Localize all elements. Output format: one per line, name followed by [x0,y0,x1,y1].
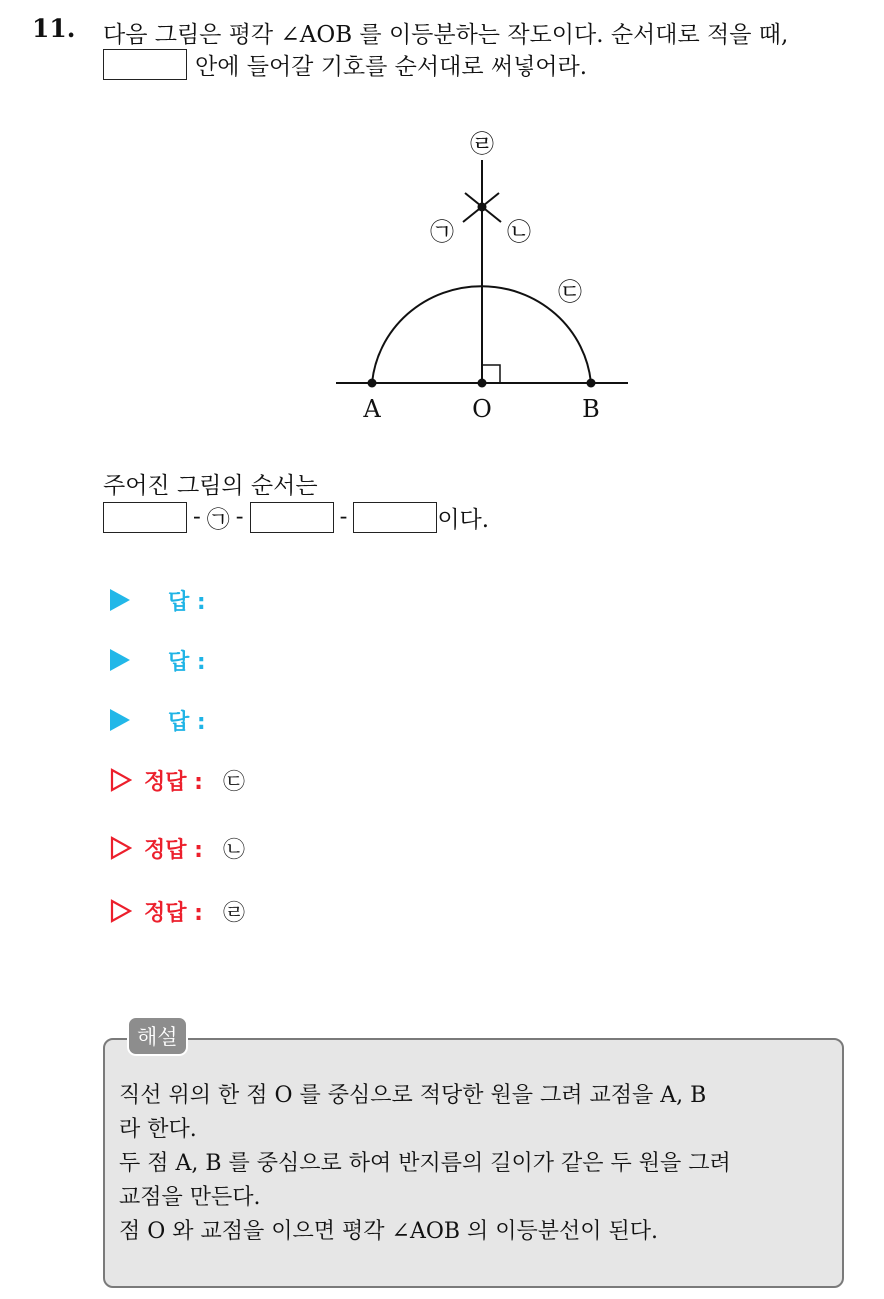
play-triangle-icon [110,709,130,731]
correct-answer-label: 정답 : [144,837,203,863]
step-label-digeut: ㉢ [558,278,582,306]
point-b [587,379,596,388]
correct-answer-label: 정답 : [144,769,203,795]
bisector-construction-figure [330,124,634,428]
order-sequence [103,499,489,535]
order-blank-2[interactable] [250,502,334,533]
point-a [368,379,377,388]
correct-answer-value: ㉢ [222,769,245,795]
question-number: 11. [32,14,76,43]
explanation-line: 교점을 만든다. [119,1185,261,1210]
order-separator: - [235,504,244,530]
correct-answer-row [110,764,245,796]
explanation-line: 두 점 A, B 를 중심으로 하여 반지름의 길이가 같은 두 원을 그려 [119,1151,731,1176]
correct-answer-row [110,832,245,864]
label-b: B [582,395,600,423]
answer-row[interactable] [110,645,206,675]
play-triangle-icon [110,649,130,671]
correct-answer-row [110,895,245,927]
order-intro: 주어진 그림의 순서는 [103,473,318,499]
explanation-line: 점 O 와 교점을 이으면 평각 ∠AOB 의 이등분선이 된다. [119,1219,659,1244]
question-text-line2-suffix: 안에 들어갈 기호를 순서대로 써넣어라. [195,54,588,80]
outline-triangle-icon [110,768,132,792]
order-given-step: ㉠ [206,506,230,533]
question-text-line2 [103,48,587,81]
order-separator: - [193,504,201,530]
answer-label: 답 : [168,649,206,675]
outline-triangle-icon [110,836,132,860]
answer-label: 답 : [168,709,206,735]
order-suffix: 이다. [437,506,490,533]
order-blank-3[interactable] [353,502,437,533]
play-triangle-icon [110,589,130,611]
explanation-tag: 해설 [127,1016,188,1056]
correct-answer-value: ㉡ [222,837,245,863]
correct-answer-label: 정답 : [144,900,203,926]
label-a: A [363,395,381,423]
question-text-line1: 다음 그림은 평각 ∠AOB 를 이등분하는 작도이다. 순서대로 적을 때, [103,22,789,48]
order-blank-1[interactable] [103,502,187,533]
step-label-giyeok: ㉠ [430,218,454,246]
explanation-line: 직선 위의 한 점 O 를 중심으로 적당한 원을 그려 교점을 A, B [119,1083,707,1108]
step-label-nieun: ㉡ [507,218,531,246]
order-separator: - [339,504,348,530]
outline-triangle-icon [110,899,132,923]
correct-answer-value: ㉣ [222,900,245,926]
answer-row[interactable] [110,585,206,615]
intersection-point [478,203,487,212]
answer-label: 답 : [168,589,206,615]
point-o [478,379,487,388]
explanation-line: 라 한다. [119,1117,197,1142]
blank-box[interactable] [103,49,187,80]
step-label-rieul: ㉣ [470,130,494,158]
answer-row[interactable] [110,705,206,735]
label-o: O [472,395,492,423]
